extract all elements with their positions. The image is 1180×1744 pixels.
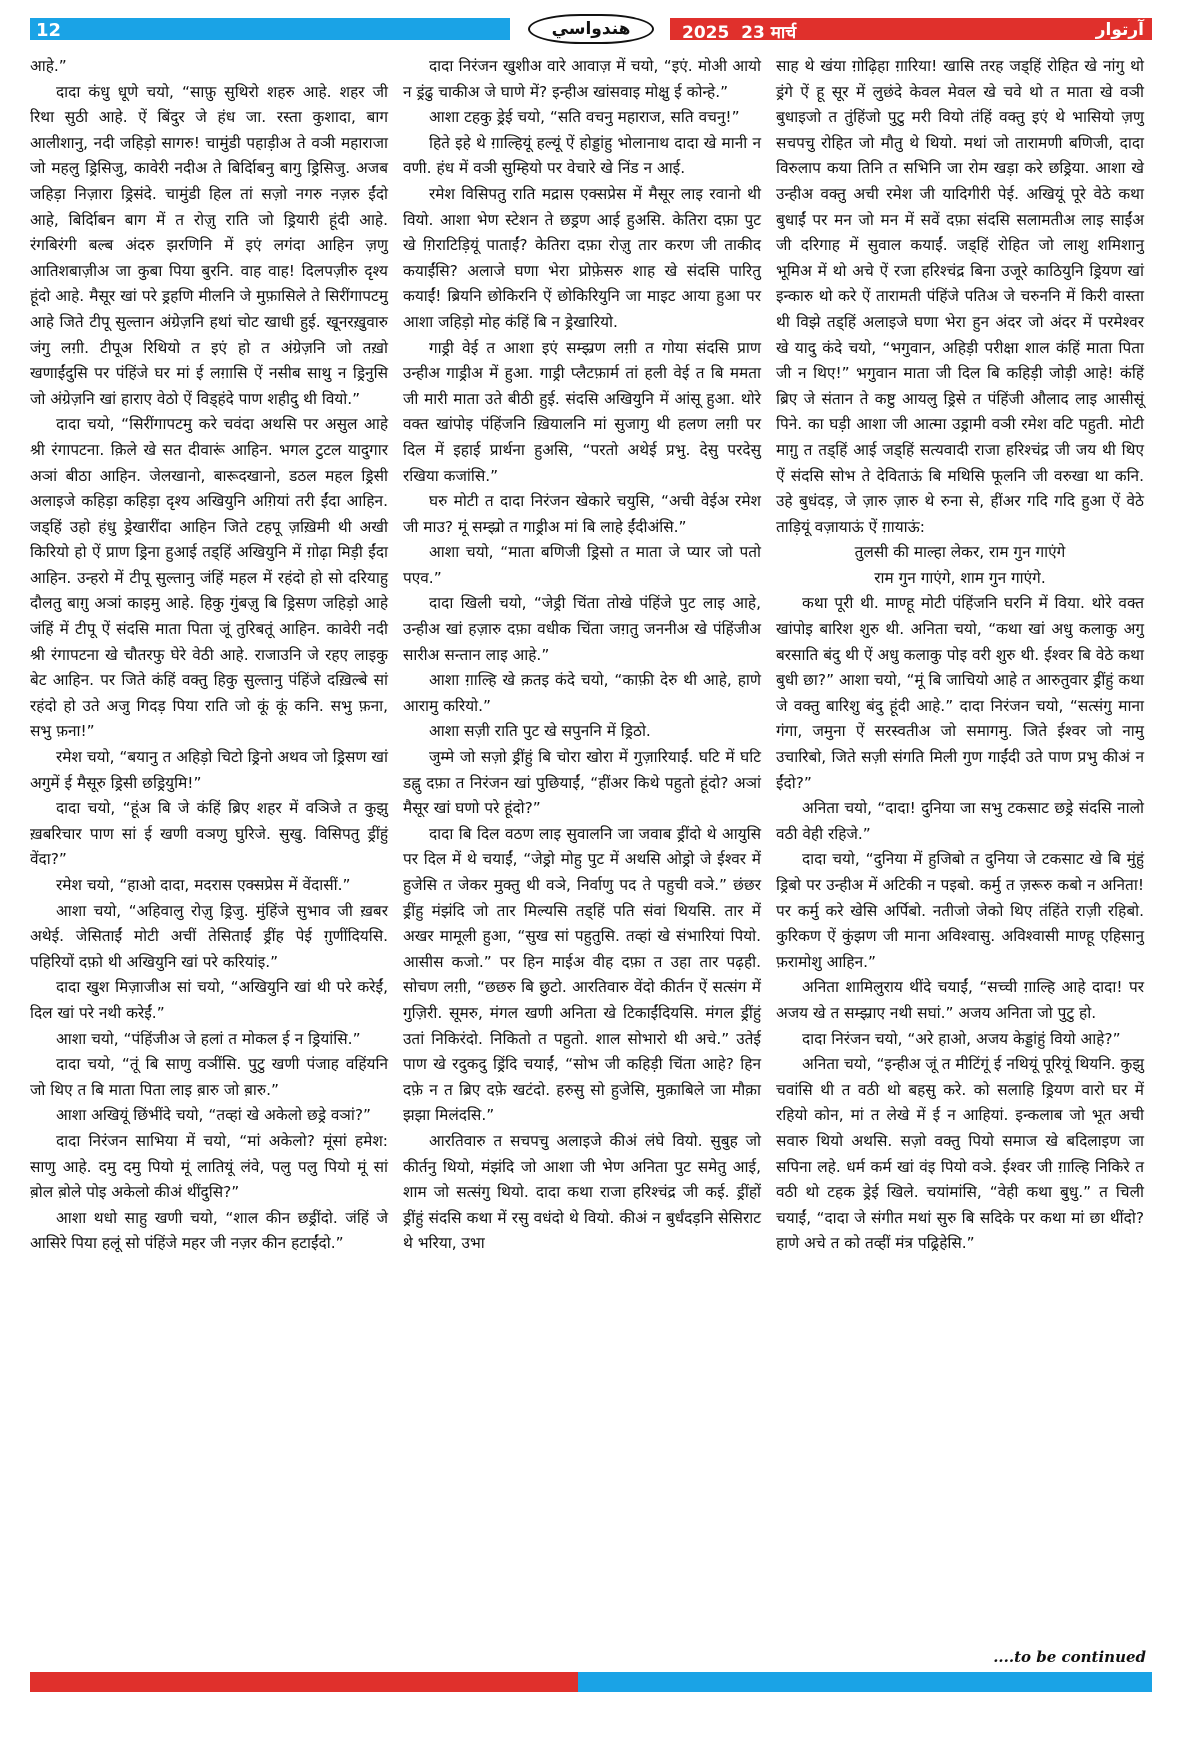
article-paragraph: अनिता शामिलुराय थींदे चयाईं, “सच्ची ग़ाल्हि आहे दादा! पर अजय खे त सम्झ्राए नथी सघां.” अजय अनिता जो पुटु हो. [776,978,1144,1022]
page-number: 12 [36,20,62,41]
article-paragraph: हिते इहे थे ग़ाल्हियूं हल्यूं ऐं होड्डांहु भोलानाथ दादा खे मानी न वणी. हंध में वञी सुम्हियो पर वेचारे खे निंड न आई. [403,133,761,178]
article-paragraph: आशा ग़ाल्हि खे क़तइ कंदे चयो, “काफ़ी देरु थी आहे, हाणे आरामु करियो.” [403,671,761,715]
article-paragraph: रमेश चयो, “बयानु त अहिड़ो चिटो ड्रिनो अथव जो ड्रिसण खां अगुमें ई मैसूरु ड्रिसी छड्रियुमि!” [30,748,388,792]
article-paragraph: गाड्री वेई त आशा इएं सम्झ्रण लग़ी त गोया संदसि प्राण उन्हीअ गाड्रीअ में हुआ. गाड्री प्लैटफ़ार्म तां हली वेई त बि ममता जी मारी माता उते बीठी हुई. संदसि अखियुनि में आंसू हुआ. थोरे वक्त खांपोइ पंहिंजनि ख़ियालनि मां सुजागु थी हलण लग़ी पर दिल में इहाई प्रार्थना हुअसि, “परतो अथेई प्रभु. देसु परदेसु रखिया कजांसि.” [403,338,761,485]
article-paragraph: जुम्मे जो सज़ो ड्रींहुं बि चोरा खोरा में गुज़ारियाईं. घटि में घटि डह्नु दफ़ा त निरंजन खां पुछियाईं, “हींअर किथे पहुतो हूंदो? अञां मैसूर खां घणो परे हूंदो?” [403,748,761,818]
header-blue-band [30,18,510,40]
article-paragraph: आशा थधो साहु खणी चयो, “शाल कीन छड्रींदो. जंहिं जे आसिरे पिया हलूं सो पंहिंजे महर जी नज़र कीन हटाईंदो.” [30,1208,388,1253]
article-paragraph: आहे.” [30,57,67,75]
poem-line: तुलसी की माल्हा लेकर, राम गुन गाएंगे [854,543,1066,562]
article-paragraph: आशा चयो, “अहिवालु रोज़ु ड्रिजु. मुंहिंजे सुभाव जी ख़बर अथेई. जेसिताईं मोटी अचीं तेसिताईं ड्रींह पेई ग़ुणींदियसि. पहिरियों दफ़ो थी अखियुनि खां परे करियांइ.” [30,901,388,971]
article-paragraph: दादा चयो, “दुनिया में हुजिबो त दुनिया जे टकसाट खे बि मुंहुं ड्रिबो पर उन्हीअ में अटिकी न पइबो. कर्मु त ज़रूरु कबो न अनिता! पर कर्मु करे खेसि अर्पिबो. नतीजो जेको थिए तंहिंते राज़ी रहिबो. कुरिकण ऐं कुंझण जी माना अविश्वासु. अविश्वासी माण्हू एहिसानु फ़रामोशु आहिन.” [776,850,1144,971]
to-be-continued-note: ....to be continued [993,1648,1146,1666]
article-paragraph: अनिता चयो, “इन्हीअ जूं त मीटिंगूं ई नथियूं पूरियूं थियनि. कुझु चवांसि थी त वठी थो बहसु करे. को सलाहि ड्रियण वारो घर में रहियो कोन, मां त लेखे में ई न आहियां. इन्कलाब जो भूत अची सवारु थियो अथसि. सज़ो वक्तु पियो समाज खे बदिलाइण जा सपिना लहे. धर्म कर्म खां वंइ पियो वञे. ईश्वर जी ग़ाल्हि निकिरे त वठी थो टहक ड्रेई खिले. चयांमांसि, “वेही कथा बुधु.” त चिली चयाईं, “दादा जे संगीत मथां सुरु बि सदिके पर कथा मां छा थींदो? हाणे अचे त को तव्हीं मंत्र पढ्रिहेसि.” [776,1055,1144,1253]
article-paragraph: दादा निरंजन खुशीअ वारे आवाज़ में चयो, “इएं. मोअी आयो न ड्रंढु चाकीअ जे घाणे में? इन्हीअ खांसवाइ मोक्षु ई कोन्हे.” [403,57,761,101]
article-paragraph: घरु मोटी त दादा निरंजन खेकारे चयुसि, “अची वेईअ रमेश जी माउ? मूं सम्झ्रो त गाड्रीअ मां बि लाहे ईंदीअंसि.” [403,492,761,536]
article-paragraph: आशा अखियूं छिंभींदे चयो, “तव्हां खे अकेलो छड्रे वञां?” [56,1106,371,1125]
article-paragraph: दादा निरंजन साभिया में चयो, “मां अकेलो? मूंसां हमेश: साणु आहे. दमु दमु पियो मूं लातियूं लंवे, पलु पलु पियो मूं सां ब़ोल ब़ोले पोइ अकेलो कीअं थींदुसि?” [30,1131,388,1202]
article-paragraph: रमेश चयो, “हाओ दादा, मदरास एक्सप्रेस में वेंदासीं.” [56,876,351,894]
issue-year: 2025 [682,23,730,43]
article-paragraph: आरतिवारु त सचपचु अलाइजे कीअं लंघे वियो. सुबुह जो कीर्तनु थियो, मंझंदि जो आशा जी भेण अनिता पुट समेतु आई, शाम जो सत्संगु थियो. दादा कथा राजा हरिश्चंद्र जी कई. ड्रींहों ड्रींहुं संदसि कथा में रसु वधंदो थे वियो. कीअं न बुर्धंदड़नि सेसिराट थे भरिया, उभा [403,1131,761,1253]
article-paragraph: दादा खिली चयो, “जेड्री चिंता तोखे पंहिंजे पुट लाइ आहे, उन्हीअ खां हज़ारु दफ़ा वधीक चिंता जग़तु जननीअ खे पंहिंजीअ सारीअ सन्तान लाइ आहे.” [403,594,761,664]
article-paragraph: दादा चयो, “हूंअ बि जे कंहिं ब्रिए शहर में वञिजे त कुझु ख़बरिचार पाण सां ई खणी वञणु घुरिजे. सुखु. विसिपतु ड्रींहुं वेंदा?” [30,799,388,869]
issue-month-day: 23 मार्च [741,23,797,43]
article-column-2 [403,54,761,1257]
article-paragraph: आशा चयो, “माता बणिजी ड्रिसो त माता जे प्यार जो पतो पएव.” [403,543,761,587]
article-paragraph: दादा बि दिल वठण लाइ सुवालनि जा जवाब ड्रींदो थे आयुसि पर दिल में थे चयाईं, “जेड्रो मोहु पुट में अथसि ओड्रो जे ईश्वर में हुजेसि त जेकर मुक्तु थी वञे, निर्वाणु पद ते पहुची वञे.” छंछर ड्रींहु मंझंदि जो तार मिल्यसि तड्हिं पति संवां थियसि. तार में अखर मामूली हुआ, “सुख सां पहुतुसि. तव्हां खे संभारियां पियो. आसीस कजो.” पर हिन माईअ वीह दफ़ा त उहा तार पढ़ही. सोचण लग़ी, “छछरु बि छुटो. आरतिवारु वेंदो कीर्तन ऐं सत्संग में गुज़िरी. सूमरु, मंगल खणी अनिता खे टिकाईंदियसि. मंगल ड्रींहुं उतां निकिरंदो. निकितो त पहुतो. शाल सोभारो थी अचे.” उतेई पाण खे रदुकदु ड्रिंदि चयाईं, “सोभ जी कहिड़ी चिंता आहे? हिन दफ़े न त ब्रिए दफ़े खटंदो. हरुसु सो हुजेसि, मुक़ाबिले जा मौक़ा झझा मिलंदसि.” [403,824,761,1125]
newspaper-masthead: هندواسي [528,14,654,44]
article-paragraph: दादा खुश मिज़ाजीअ सां चयो, “अखियुनि खां थी परे करेईं, दिल खां परे नथी करेईं.” [30,978,388,1022]
article-paragraph: दादा चयो, “सिरींगापटमु करे चवंदा अथसि पर असुल आहे श्री रंगापटना. क़िले खे सत दीवारूं आहिन. भगल टुटल यादुगार अञां बीठा आहिन. जेलखानो, बारूदखानो, डठल महल ड्रिसी अलाइजे कहिड़ा कहिड़ा दृश्य अखियुनि अग़ियां तरी ईंदा आहिन. जड्हिं उहो हंधु ड्रेखारींदा आहिन जिते टहपू ज़ख़िमी थी अखी किरियो हो ऐं प्राण ड्रिना हुआई तड्हिं अखियुनि में ग़ोढ़ा मिड़ी ईंदा आहिन. उन्हराे में टीपू सुल्तानु जंहिं महल में रहंदो हो सो दरियाहु दौलतु बाग़ु अञां काइमु आहे. हिकु गुंबज़ु बि ड्रिसण जहिड़ो आहे जंहिं में टीपू ऐं संदसि माता पिता जूं तुरिबतूं आहिन. कावेरी नदी श्री रंगापटना खे चौतरफु घेरे वेठी आहे. राजाउनि जे रहए लाइकु बेट आहिन. पर जिते कंहिं वक्तु हिकु सुल्तानु पंहिंजे दख़िल्बे सां रहंदो हो उते अजु गिदड़ पिया राति जो कूं कूं कनि. सभु फ़ना, सभु फ़ना!” [30,415,388,741]
article-paragraph: आशा टहकु ड्रेई चयो, “सति वचनु महाराज, सति वचनु!” [429,108,740,127]
article-column-3 [776,54,1144,1257]
issue-weekday: آرتوار [1095,20,1144,40]
article-paragraph: कथा पूरी थी. माण्हू मोटी पंहिंजनि घरनि में विया. थोरे वक्त खांपोइ बारिश शुरु थी. अनिता चयो, “कथा खां अधु कलाकु अगु बरसाति बंदु थी ऐं अधु कलाकु पोइ वरी शुरु थी. ईश्वर बि वेठे कथा बुधी छा?” आशा चयो, “मूं बि जाचियो आहे त आरुतुवार ड्रींहुं कथा जे वक्तु बारिशु बंदु हूंदी आहे.” दादा निरंजन चयो, “सत्संगु माना गंगा, जमुना ऐं सरस्वतीअ जो समागमु. जिते ईश्वर जो नामु उचारिबो, जिते सज़ी संगति मिली गुण गाईंदी उते पाण प्रभु कीअं न ईंदो?” [776,594,1145,792]
footer-blue-band [578,1672,1152,1692]
poem-line: राम गुन गाएंगे, शाम गुन गाएंगे. [874,568,1046,587]
footer-red-band [30,1672,578,1692]
article-paragraph: आशा चयो, “पंहिंजीअ जे हलां त मोकल ई न ड्रियांसि.” [56,1029,361,1048]
article-paragraph: रमेश विसिपतु राति मद्रास एक्सप्रेस में मैसूर लाइ रवानो थी वियो. आशा भेण स्टेशन ते छड्रण आई हुअसि. केतिरा दफ़ा पुट खे ग़िराटिड़ियूं पाताईं? केतिरा दफ़ा रोज़ु तार करण जी ताकीद कयाईंसि? अलाजे घणा भेरा प्रोफ़ेसरु शाह खे संदसि पारितु कयाईं! ब्रियनि छोकिरनि ऐं छोकिरियुनि जा माइट आया हुआ पर आशा जहिड़ो मोह कंहिं बि न ड्रेखारियो. [403,184,761,331]
article-paragraph: दादा चयो, “तूं बि साणु वञींसि. पुटु खणी पंजाह वहिंयनि जो थिए त बि माता पिता लाइ ब़ारु जो ब़ारु.” [30,1055,388,1099]
page-header [30,14,1152,44]
article-paragraph: अनिता चयो, “दादा! दुनिया जा सभु टकसाट छड्रे संदसि नालो वठी वेही रहिजे.” [776,799,1144,843]
article-paragraph: आशा सज़ी राति पुट खे सपुननि में ड्रिठो. [429,722,651,741]
issue-date [682,20,796,43]
article-paragraph: दादा निरंजन चयो, “अरे हाओ, अजय केड्डांहुं वियो आहे?” [802,1029,1121,1048]
article-paragraph: साह थे खंया ग़ोढ़िहा ग़ारिया! खासि तरह जड्हिं रोहित खे नांगु थो ड्रंगे ऐं हू सूर में लुछंदे केवल मेवल खे चवे थो त माता खे वञी बुधाइजो त तुंहिंजो पुटु मरी वियो तंहिं वक्तु इएं थे भासियो ज़णु सचपचु रोहित जो मौतु थे थियो. मथां जो तारामणी बणिजी, दादा विरुलाप कया तिनि त सभिनि जा रोम खड़ा करे छड्रिया. आशा खे उन्हीअ वक्तु अची रमेश जी यादिगीरी पेई. अखियूं पूरे वेठे कथा बुधाईं पर मन जो मन में सवें दफ़ा संदसि सलामतीअ लाइ साईंअ जी दरिगाह में सुवाल कयाईं. जड्हिं रोहित जो लाशु शमिशानु भूमिअ में थो अचे ऐं रजा हरिश्चंद्र बिना उजूरे काठियुनि ड्रियण खां इन्कारु थो करे ऐं तारामती पंहिंजे पतिअ जे चरुननि में किरी वास्ता थी विझे तड्हिं अलाइजे घणा भेरा हुन अंदर जो अंदर में परमेश्वर खे यादु कंदे चयो, “भगुवान, अहिड़ी परीक्षा शाल कंहिं माता पिता जी न थिए!” भगुवान माता जी दिल बि कहिड़ी जोड़ी आहे! कंहिं ब्रिए जे संतान ते कष्टु आयलु ड्रिसे त पंहिंजी औलाद लाइ आसीसूं पिने. का घड़ी आशा जी आत्मा उड्रामी वञी रमेश वटि पहुती. मोटी मागु़ त तड्हिं आई जड्हिं सत्यवादी राजा हरिश्चंद्र जी जय थी थिए ऐं संदसि सोभ ते देविताऊं बि मथिसि फूलनि जी वरुखा था कनि. उहे बुधंदड़, जे ज़ारु ज़ारु थे रुना से, हींअर गदि गदि हुआ ऐं वेठे ताड़ियूं वज़ायाऊं ऐं ग़ायाऊं: [776,57,1144,536]
article-column-1 [30,54,388,1257]
header-red-band [670,18,1152,43]
article-paragraph: दादा कंधु धूणे चयो, “साफ़ु सुथिरो शहरु आहे. शहर जी रिथा सुठी आहे. ऐं बिंदुर जे हंध जा. रस्ता कुशादा, बाग आलीशानु, नदी जहिड़ो सागरु! चामुंडी पहाड़ीअ ते वञी महाराजा जो महलु ड्रिसिजु, कावेरी नदीअ ते बिर्दिाबनु बागु ड्रिसिजु. अजब जहिड़ा निज़ारा ड्रिसंदे. चामुंडी हिल तां सज़ो नगरु नज़रु ईंदो आहे, बिर्दिाबन बाग में त रोज़ु राति जो ड्रियारी हूंदी आहे. रंगबिरंगी बल्ब अंदरु झरणिनि में इएं लगंदा आहिन ज़णु आतिशबाज़ीअ जा कुबा पिया बुरनि. वाह वाह! दिलपज़ीरु दृश्य हूंदो आहे. मैसूर खां परे ड्रहणि मीलनि जे मुफ़ासिले ते सिरींगापटमु आहे जिते टीपू सुल्तान अंग्रेज़नि हथां चोट खाधी हुई. खूनरख़ुवारु जंगु लग़ी. टीपूअ रिथियो त इएं हो त अंग्रेज़नि जो तख़ो खणाईंदुसि पर पंहिंजे घर मां ई लग़ासि ऐं नसीब साथु न ड्रिनुसि जो अंग्रेज़नि खां हाराए वेठो ऐं विड्हंदे पाण शहीदु थी वियो.” [30,82,388,408]
